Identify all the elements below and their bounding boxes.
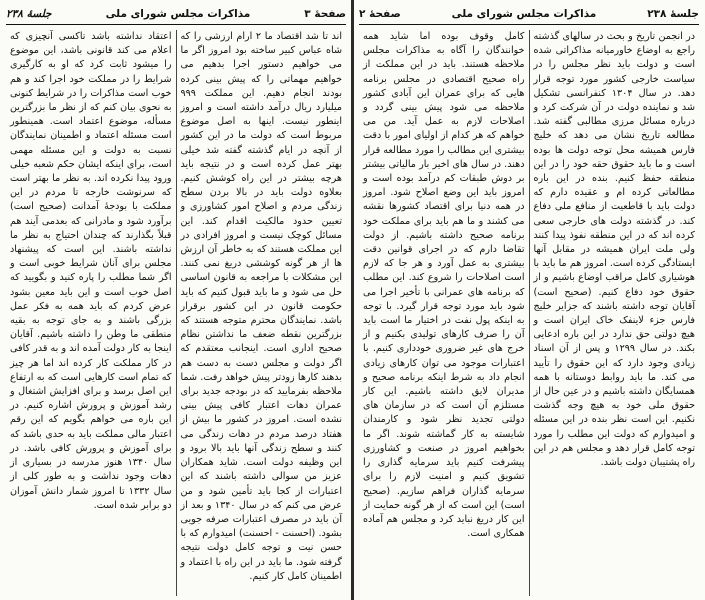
right-page-number: صفحهٔ ۲ [359,8,401,20]
left-page-session: جلسهٔ ۲۳۸ [6,8,52,20]
left-page-column-right-text: اند تا شد اقتصاد ما ۲ ارام ارزشی را که شاه عباس کبیر ساخته بود امروز اگر ما می خواهیم دستور اجرا بدهیم می خواهیم مهماتی را که پیش بینی کرده بودند انجام دهیم. این مملکت ۹۹۹ میلیارد ریال درآمد داشته است و امروز اینطور نیست. اینها به اصل موضوع مربوط است که دولت ما در این کشور از آنچه در ایام گذشته گفته شد خیلی بهتر عمل کرده است و در نتیجه باید هرچه بیشتر در این راه کوشش کنیم. بعلاوه دولت باید در بالا بردن سطح زندگی مردم و اصلاح امور کشاورزی و تعیین حدود مالکیت اقدام کند. این مسائل کوچک نیست و امروز افرادی در این مملکت هستند که به خاطر آن ارزش ها از هر گونه کوششی دریغ نمی کنند. این مشکلات با مراجعه به قانون اساسی حل می شود و ما باید قبول کنیم که باید حکومت قانون در این کشور برقرار باشد. نمایندگان محترم متوجه هستند که بزرگترین نقطه ضعف ما نداشتن نظام صحیح اداری است. اینجانب معتقدم که اگر دولت و مجلس دست به دست هم بدهند کارها زودتر پیش خواهد رفت. شما ملاحظه بفرمایید که در بودجه جدید برای عمران دهات اعتبار کافی پیش بینی نشده است. امروز در کشور ما بیش از هفتاد درصد مردم در دهات زندگی می کنند و سطح زندگی آنها باید بالا برود و این وظیفه دولت است. شاید همکاران عزیز من سوالی داشته باشند که این اعتبارات از کجا باید تأمین شود و من عرض می کنم که در سال ۱۳۴۰ و بعد از آن باید در مصرف اعتبارات صرفه جویی بشود. (احسنت - احسنت) امیدوارم که با حسن نیت و توجه کامل دولت نتیجه گرفته شود. ما باید در این راه با اعتماد و اطمینان کامل کار کنیم. [180,31,343,582]
left-page-title: مذاکرات مجلس شورای ملی [105,8,251,20]
right-page-column-left [359,30,529,596]
right-page-header [359,4,699,25]
left-page-number: صفحهٔ ۳ [304,8,346,20]
right-page-column-right [530,30,700,596]
left-page-column-right [177,30,347,596]
right-page [353,0,705,600]
left-page-header [6,4,346,25]
left-page-column-left [6,30,176,596]
right-page-column-left-text: کامل وقوف بوده اما شاید همه خوانندگان را آگاه به مذاکرات مجلس ملاحظه هستند. باید در این مملکت از راه صحیح اقتصادی در مجلس برنامه هایی که برای عمران این آبادی کشور ملاحظه می شود پیش بینی گردد و اصلاحات لازم به عمل آید. من می خواهم که هر کدام از اولیای امور با دقت بیشتری این مطالب را مورد مطالعه قرار دهند. در سال های اخیر بار مالیاتی بیشتر بر دوش طبقات کم درآمد بوده است و امروز باید این وضع اصلاح شود. امروز در همه دنیا برای اقتصاد کشورها نقشه می کشند و ما هم باید برای مملکت خود برنامه صحیح داشته باشیم. از دولت تقاضا دارم که در اجرای قوانین دقت بیشتری به عمل آورد و هر جا که لازم است اصلاحات را شروع کند. این مطلب که برنامه های عمرانی با تأخیر اجرا می شود باید مورد توجه قرار گیرد. با توجه به اینکه پول نفت در اختیار ما است باید آن را صرف کارهای تولیدی بکنیم و از خرج های غیر ضروری خودداری کنیم. با اعتبارات موجود می توان کارهای زیادی انجام داد به شرط اینکه برنامه صحیح و مدیران لایق داشته باشیم. این کار مستلزم آن است که در سازمان های دولتی تجدید نظر شود و کارمندان شایسته به کار گماشته شوند. اگر ما بخواهیم امروز در صنعت و کشاورزی پیشرفت کنیم باید سرمایه گذاری را تشویق کنیم و امنیت لازم را برای سرمایه گذاران فراهم سازیم. (صحیح است) این است که از هر گونه حمایت از این کار دریغ نباید کرد و مجلس هم آماده همکاری است. [363,31,525,540]
right-page-column-right-text: در انجمن تاریخ و بحث در سالهای گذشته راجع به اوضاع خاورمیانه مذاکراتی شده است و دولت باید نظر مجلس را در سیاست خارجی کشور مورد توجه قرار دهد. در سال ۱۳۰۴ کنفرانسی تشکیل شد و نماینده دولت در آن شرکت کرد و درباره مسائل مرزی مطالبی گفته شد. مطالعه تاریخ نشان می دهد که خلیج فارس همیشه محل توجه دولت ها بوده است و ما باید حقوق حقه خود را در این منطقه حفظ کنیم. بنده در این باره مطالعاتی کرده ام و عقیده دارم که دولت باید با قاطعیت از منافع ملی دفاع کند. در گذشته دولت های خارجی سعی کرده اند که در این منطقه نفوذ پیدا کنند ولی ملت ایران همیشه در مقابل آنها ایستادگی کرده است. امروز هم ما باید با هوشیاری کامل مراقب اوضاع باشیم و از حقوق خود دفاع کنیم. (صحیح است) آقایان توجه داشته باشند که جزایر خلیج فارس جزء لاینفک خاک ایران است و هیچ دولتی حق ندارد در این باره ادعایی بکند. در سال ۱۲۹۹ و پس از آن اسناد زیادی وجود دارد که این حقوق را تأیید می کند. ما باید روابط دوستانه با همه همسایگان داشته باشیم و در عین حال از حقوق ملی خود به هیچ وجه گذشت نکنیم. این است نظر بنده در این مسئله و امیدوارم که دولت این مطلب را مورد توجه کامل قرار دهد و مجلس هم در این راه پشتیبان دولت باشد. [533,31,696,469]
left-page-column-left-text: اعتقاد نداشته باشد تاکسی آنچیزی که اعلام می کند قانونی باشد، این موضوع را میشود ثابت کرد که او به کارگیری شرایط را در مملکت خود اجرا کند و هم خوب است مذاکرات را در شرایط کنونی به نحوی بیان کنم که از نظر ما بزرگترین مسأله، موضوع اعتماد است. همینطور است مسئله اعتماد و اطمینان نمایندگان نسبت به دولت و این مسئله مهمی است، برای اینکه ایشان حکم شعبه خیلی ورود پیدا نکرده اند. به نظر ما بهتر است که سرنوشت خارجه تا مردم در این مملکت با بودجهٔ آمدانت (صحیح است) برآورد شود و مادرانی که بعدمی آیند هم قبلاً بگذارند که چندان احتیاج به نظر ما نداشته باشند. این است که پیشنهاد مجلس برای آنان شرایط خوبی است و اگر شما مطلب را پاره کنید و بگویید که اصل خوب است و این باید معین بشود عرض کردم که باید همه به فکر عمل بزرگی باشند و به جای توجه به بقیه منطقی ما وطن را داشته باشیم. آقایان اینجا به کار دولت آمده اند و به قدر کافی در کار مملکت کار کرده اند اما هر چیز که تمام است کارهایی است که به ارتفاع این اصل برسد و برای افزایش اشتغال و رشد آموزش و پرورش اشاره کنیم. در این باره می خواهم بگویم که این رقم اعتبار مالی مملکت باید به حدی باشد که برای آموزش و پرورش کافی باشد. در سال ۱۳۴۰ هنوز مدرسه در بسیاری از دهات وجود نداشت و به طور کلی از سال ۱۳۳۲ تا امروز شمار دانش آموزان دو برابر شده است. [10,31,172,511]
left-page-columns [6,30,346,596]
right-page-columns [359,30,699,596]
right-page-title: مذاکرات مجلس شورای ملی [451,8,597,20]
right-page-session: جلسهٔ ۲۳۸ [647,8,699,20]
left-page [0,0,352,600]
right-column-divider [529,30,530,596]
left-column-divider [176,30,177,596]
